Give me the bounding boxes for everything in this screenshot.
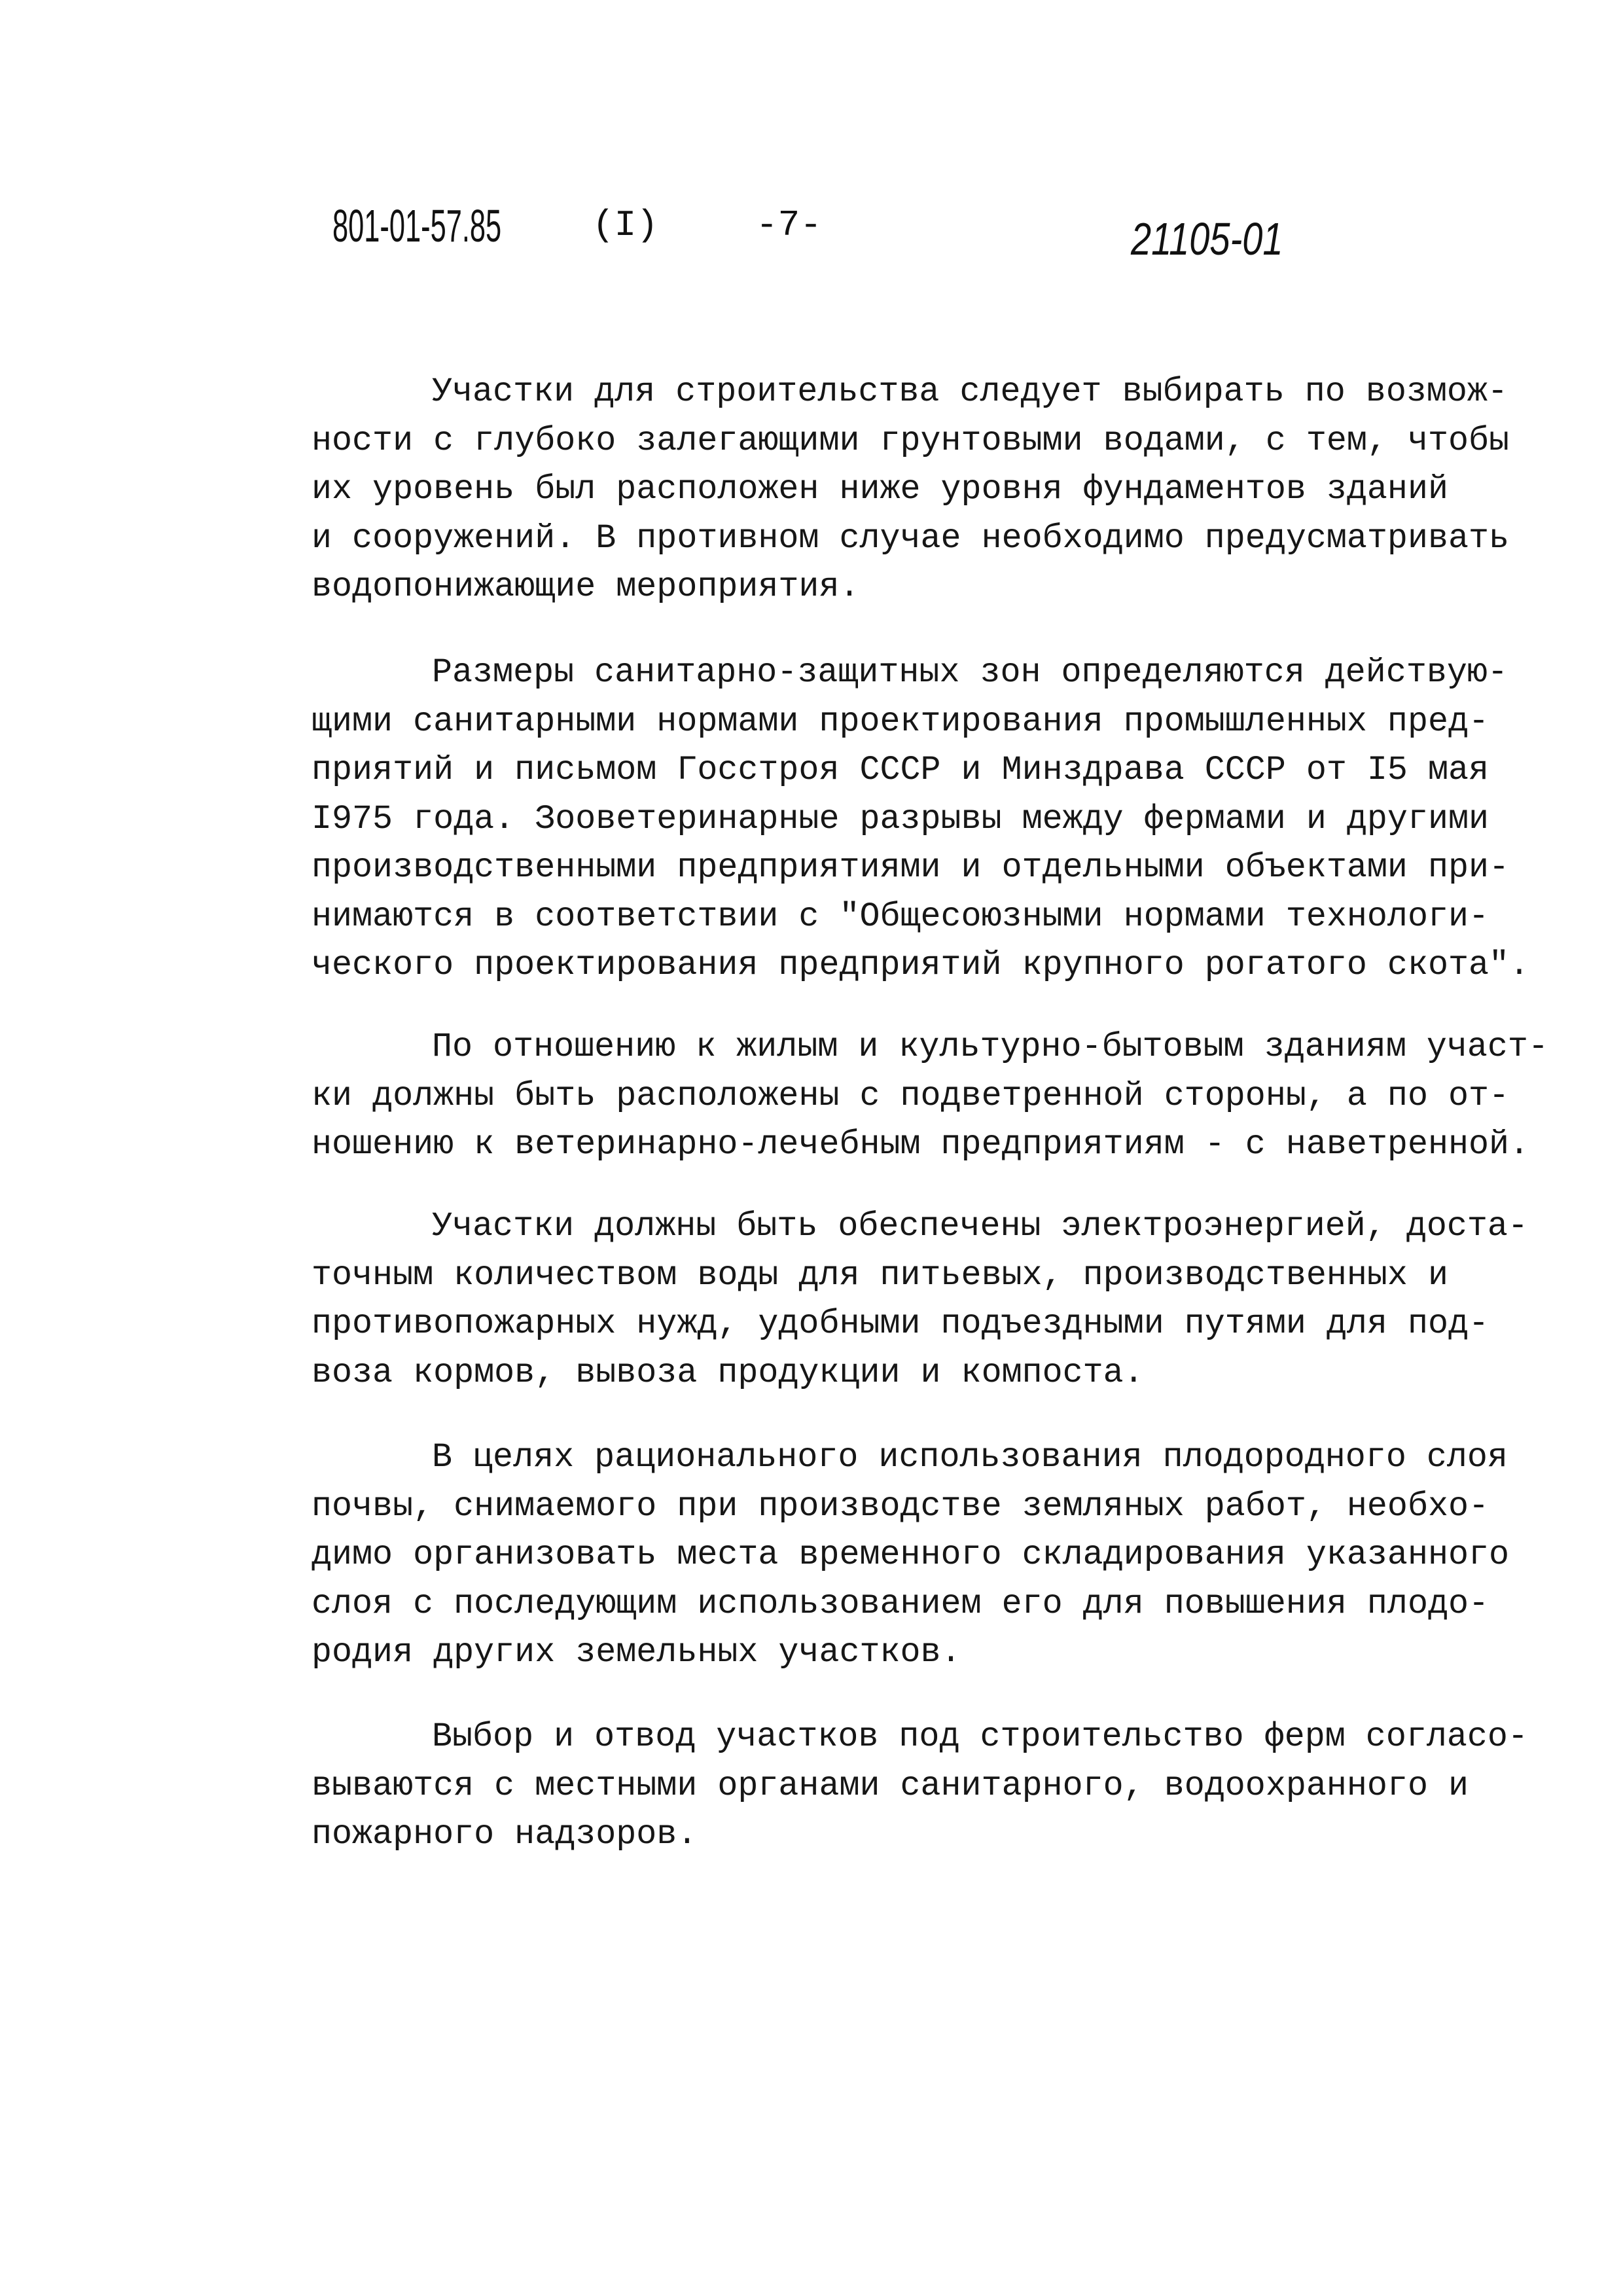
text-line: ки должны быть расположены с подветренной стороны, а по от- bbox=[312, 1076, 1510, 1115]
text-line: По отношению к жилым и культурно-бытовым зданиям участ- bbox=[432, 1028, 1548, 1066]
text-line: ношению к ветеринарно-лечебным предприятиям - с наветренной. bbox=[312, 1125, 1530, 1164]
text-line: и сооружений. В противном случае необходимо предусматривать bbox=[312, 518, 1510, 558]
text-line: приятий и письмом Госстроя СССР и Минздрава СССР от I5 мая bbox=[312, 751, 1489, 789]
text-line: щими санитарными нормами проектирования промышленных пред- bbox=[312, 702, 1489, 741]
text-line: ческого проектирования предприятий крупного рогатого скота". bbox=[312, 946, 1530, 984]
paragraph bbox=[312, 1023, 1555, 1170]
paragraph bbox=[312, 1433, 1555, 1677]
text-line: родия других земельных участков. bbox=[312, 1633, 961, 1672]
text-line: димо организовать места временного складирования указанного bbox=[312, 1535, 1510, 1574]
text-line: Выбор и отвод участков под строительство ферм согласо- bbox=[432, 1717, 1528, 1756]
text-line: пожарного надзоров. bbox=[312, 1815, 698, 1854]
paragraph bbox=[312, 368, 1555, 612]
text-line: водопонижающие мероприятия. bbox=[312, 567, 860, 606]
text-line: нимаются в соответствии с "Общесоюзными нормами технологи- bbox=[312, 897, 1489, 936]
text-line: Размеры санитарно-защитных зон определяются действую- bbox=[432, 653, 1508, 692]
text-line: вываются с местными органами санитарного, водоохранного и bbox=[312, 1766, 1469, 1805]
text-line: воза кормов, вывоза продукции и компоста. bbox=[312, 1353, 1144, 1392]
paragraph bbox=[312, 1202, 1555, 1397]
page-number: -7- bbox=[756, 204, 822, 246]
document-code: 801-01-57.85 bbox=[332, 200, 502, 251]
text-line: их уровень был расположен ниже уровня фундаментов зданий bbox=[312, 470, 1448, 509]
text-line: слоя с последующим использованием его для повышения плодо- bbox=[312, 1584, 1489, 1623]
inventory-number: 21105-01 bbox=[1131, 213, 1283, 264]
text-line: Участки для строительства следует выбирать по возмож- bbox=[432, 372, 1508, 411]
text-line: точным количеством воды для питьевых, производственных и bbox=[312, 1255, 1448, 1295]
text-line: противопожарных нужд, удобными подъездными путями для под- bbox=[312, 1304, 1489, 1343]
paragraph bbox=[312, 1713, 1555, 1859]
text-line: Участки должны быть обеспечены электроэнергией, доста- bbox=[432, 1207, 1528, 1246]
volume-number: (I) bbox=[592, 204, 658, 246]
text-line: производственными предприятиями и отдельными объектами при- bbox=[312, 848, 1510, 887]
text-line: ности с глубоко залегающими грунтовыми водами, с тем, чтобы bbox=[312, 421, 1510, 460]
text-line: I975 года. Зооветеринарные разрывы между фермами и другими bbox=[312, 799, 1489, 838]
text-line: почвы, снимаемого при производстве земляных работ, необхо- bbox=[312, 1486, 1489, 1526]
text-line: В целях рационального использования плодородного слоя bbox=[432, 1438, 1508, 1477]
paragraph bbox=[312, 649, 1555, 990]
